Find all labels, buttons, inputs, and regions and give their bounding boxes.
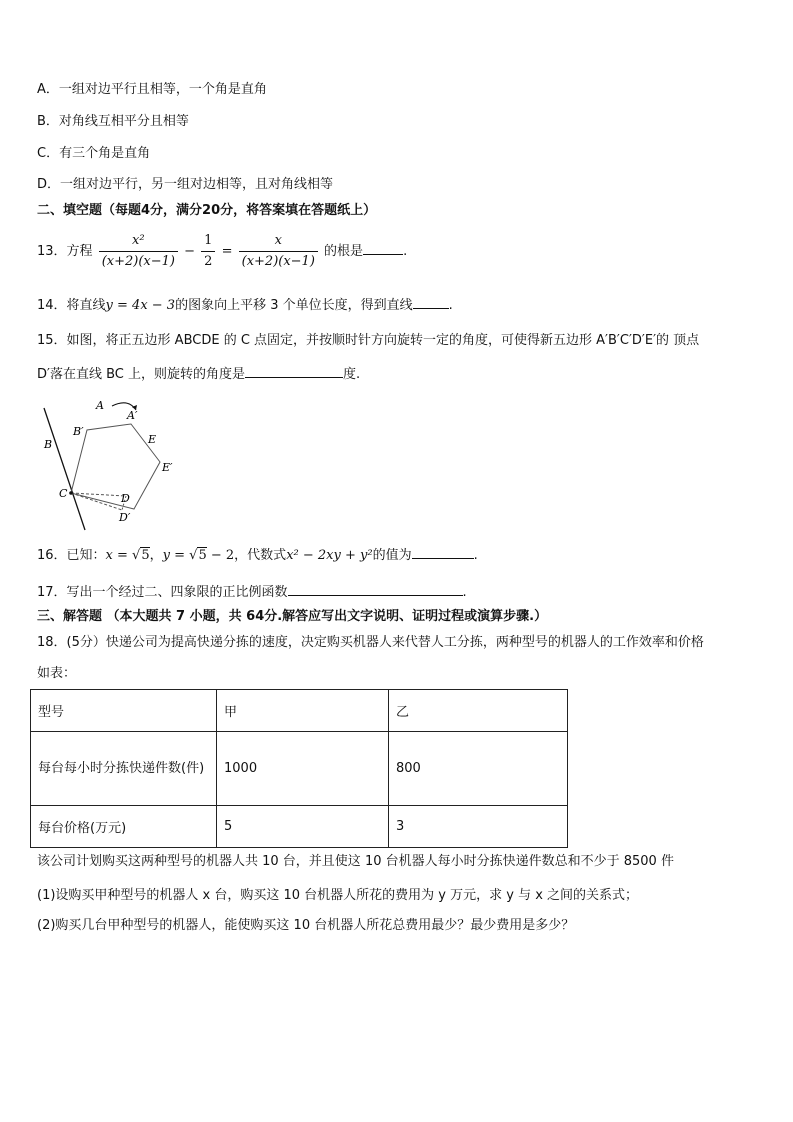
table-cell: 每台每小时分拣快递件数(件)	[31, 732, 217, 806]
q14-answer-blank[interactable]	[413, 294, 449, 309]
q13-frac1-denominator: (x+2)(x−1)	[101, 254, 175, 269]
q17-prefix: 17．写出一个经过二、四象限的正比例函数	[37, 585, 288, 600]
q16-x-expression: x =	[105, 548, 128, 563]
q16-end: .	[473, 548, 478, 563]
q13-prefix: 13．方程	[37, 244, 93, 259]
point-c	[69, 491, 73, 495]
question-13	[37, 230, 407, 274]
q13-frac2-denominator: 2	[204, 254, 213, 269]
q13-fraction-1	[99, 232, 178, 271]
q17-end: .	[462, 585, 467, 600]
label-a-prime: A′	[127, 409, 138, 422]
q13-frac3-denominator: (x+2)(x−1)	[241, 254, 315, 269]
label-d: D	[121, 492, 130, 505]
q16-y-expression: y =	[162, 548, 186, 563]
question-16: 16．已知：x = √5，y = √5 − 2，代数式x² − 2xy + y²的值为 .	[37, 544, 478, 566]
q15-line2-text: D′落在直线 BC 上，则旋转的角度是	[37, 367, 245, 382]
table-cell: 5	[217, 806, 389, 848]
option-b: B．对角线互相平分且相等	[37, 114, 189, 129]
question-18-condition: 该公司计划购买这两种型号的机器人共 10 台，并且使这 10 台机器人每小时分拣快递件数总和不少于 8500 件	[37, 854, 674, 869]
table-cell: 3	[389, 806, 568, 848]
q13-frac1-numerator: x²	[99, 232, 178, 252]
question-14	[37, 294, 453, 316]
table-cell: 型号	[31, 690, 217, 732]
question-18-line-2: 如表：	[37, 666, 77, 681]
question-15-line-2	[37, 363, 360, 385]
section-3-heading: 三、解答题 （本大题共 7 小题，共 64分.解答应写出文字说明、证明过程或演算步骤.）	[37, 609, 548, 624]
label-c: C	[59, 487, 68, 500]
segment-cd1-dashed	[71, 493, 122, 510]
table-row	[31, 806, 568, 848]
q16-answer-blank[interactable]	[412, 544, 474, 559]
label-b-prime: B′	[73, 425, 84, 438]
label-d-prime: D′	[119, 511, 131, 524]
q16-separator: ，	[149, 548, 163, 563]
table-cell: 乙	[389, 690, 568, 732]
q14-mid: 的图象向上平移 3 个单位长度，得到直线	[175, 298, 413, 313]
table-cell: 甲	[217, 690, 389, 732]
q13-end: .	[403, 244, 408, 259]
table-cell: 1000	[217, 732, 389, 806]
q17-answer-blank[interactable]	[288, 581, 463, 596]
section-2-heading: 二、填空题（每题4分，满分20分，将答案填在答题纸上）	[37, 203, 377, 218]
q16-suffix: 的值为	[372, 548, 412, 563]
question-18-part-2: (2)购买几台甲种型号的机器人，能使购买这 10 台机器人所花总费用最少？最少费用是多少？	[37, 918, 575, 933]
label-e: E	[148, 433, 157, 446]
q13-fraction-3	[239, 232, 318, 271]
pentagon-rotated	[71, 424, 160, 509]
table-cell: 每台价格(万元)	[31, 806, 217, 848]
table-cell: 800	[389, 732, 568, 806]
q14-end: .	[448, 298, 453, 313]
question-15-line-1: 15．如图，将正五边形 ABCDE 的 C 点固定，并按顺时针方向旋转一定的角度，可使得新五边形 A′B′C′D′E′的 顶点	[37, 333, 700, 348]
q16-prefix: 16．已知：	[37, 548, 106, 563]
q13-answer-blank[interactable]	[363, 240, 403, 255]
q13-minus: −	[184, 244, 196, 259]
q13-frac3-numerator: x	[239, 232, 318, 252]
option-d: D．一组对边平行，另一组对边相等，且对角线相等	[37, 177, 334, 192]
option-c: C．有三个角是直角	[37, 146, 151, 161]
q13-suffix: 的根是	[324, 244, 364, 259]
q13-equals: =	[221, 244, 233, 259]
q16-y-radicand: 5	[198, 548, 207, 563]
q15-answer-blank[interactable]	[245, 363, 343, 378]
question-17	[37, 581, 467, 603]
table-row	[31, 690, 568, 732]
q13-frac2-numerator: 1	[201, 232, 215, 252]
question-18-part-1: (1)设购买甲种型号的机器人 x 台，购买这 10 台机器人所花的费用为 y 万元，求 y 与 x 之间的关系式；	[37, 888, 639, 903]
q15-line2-end: 度.	[343, 367, 361, 382]
q16-x-radicand: 5	[141, 548, 150, 563]
q14-prefix: 14．将直线	[37, 298, 106, 313]
table-row	[31, 732, 568, 806]
label-e-prime: E′	[162, 461, 173, 474]
q14-expression: y = 4x − 3	[105, 298, 176, 313]
pentagon-rotation-figure	[36, 394, 186, 532]
option-a: A．一组对边平行且相等，一个角是直角	[37, 82, 267, 97]
q16-polynomial: x² − 2xy + y²	[286, 548, 373, 563]
robot-table	[30, 689, 568, 848]
label-b: B	[44, 438, 53, 451]
q16-y-tail: − 2	[210, 548, 235, 563]
question-18-line-1: 18．(5分）快递公司为提高快递分拣的速度，决定购买机器人来代替人工分拣，两种型号的机器人的工作效率和价格	[37, 635, 704, 650]
q16-mid: ，代数式	[234, 548, 287, 563]
q13-fraction-2	[201, 232, 215, 271]
label-a: A	[96, 399, 104, 412]
